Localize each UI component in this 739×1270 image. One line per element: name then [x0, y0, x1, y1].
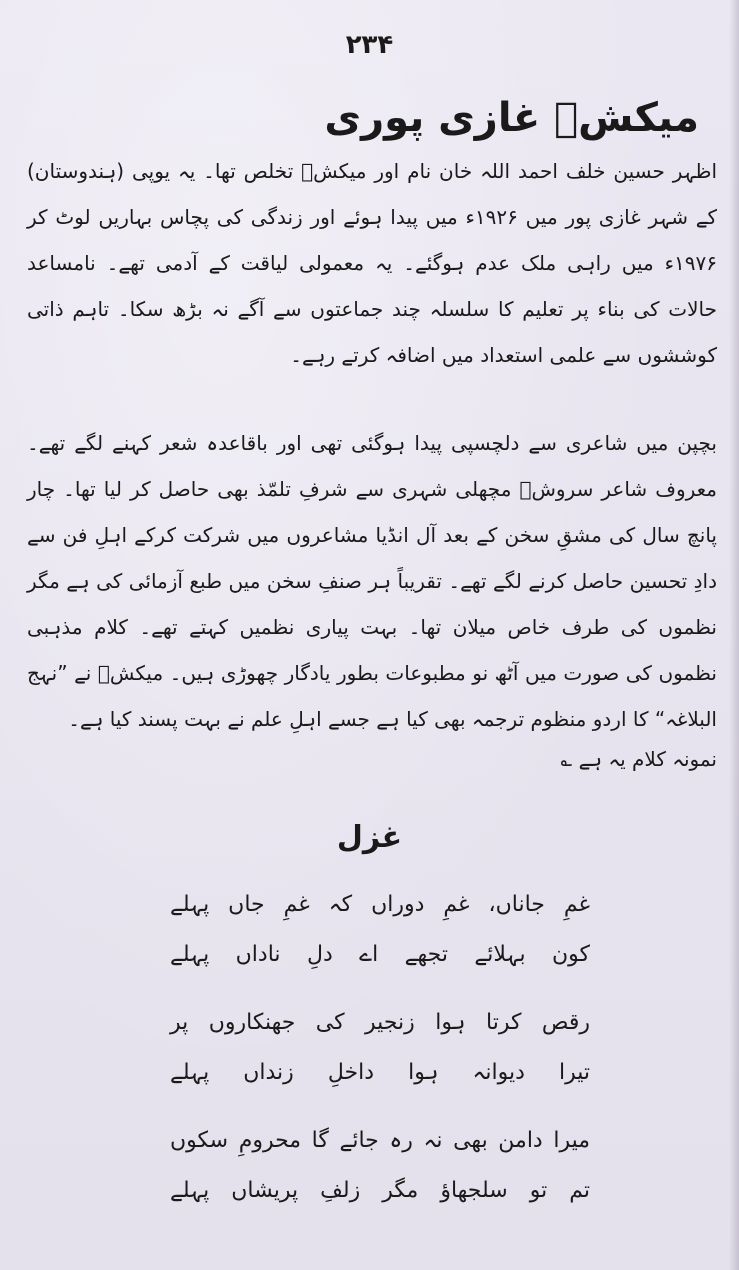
verse-line: میرا دامن بھی نہ رہ جائے گا محرومِ سکوں	[170, 1128, 590, 1153]
page-number: ۲۳۴	[345, 30, 394, 60]
ghazal-heading: غزل	[336, 820, 403, 855]
page-edge-shadow	[729, 0, 739, 1270]
sample-intro: نمونہ کلام یہ ہے ؎	[560, 747, 717, 771]
ghazal	[170, 880, 590, 1234]
couplet	[170, 1116, 590, 1216]
bio-paragraph-2: بچپن میں شاعری سے دلچسپی پیدا ہوگئی تھی اور باقاعدہ شعر کہنے لگے تھے۔ معروف شاعر سروشؔ مچھلی شہری سے شرفِ تلمّذ بھی حاصل کر لیا تھا۔ چار پانچ سال کی مشقِ سخن کے بعد آل انڈیا مشاعروں میں شرکت کرکے اہلِ فن سے دادِ تحسین حاصل کرنے لگے تھے۔ تقریباً ہر صنفِ سخن میں طبع آزمائی کی ہے مگر نظموں کی طرف خاص میلان تھا۔ بہت پیاری نظمیں کہتے تھے۔ کلام مذہبی نظموں کی صورت میں آٹھ نو مطبوعات بطور یادگار چھوڑی ہیں۔ میکشؔ نے ”نہج البلاغہ“ کا اردو منظوم ترجمہ بھی کیا ہے جسے اہلِ علم نے بہت پسند کیا ہے۔	[27, 431, 717, 731]
page-title: میکشؔ غازی پوری	[324, 95, 699, 141]
couplet	[170, 880, 590, 980]
bio-paragraph-1: اظہر حسین خلف احمد اللہ خان نام اور میکشؔ تخلص تھا۔ یہ یوپی (ہندوستان) کے شہر غازی پور میں ۱۹۲۶ء میں پیدا ہوئے اور زندگی کی پچاس بہاریں لوٹ کر ۱۹۷۶ء میں راہی ملک عدم ہوگئے۔ یہ معمولی لیاقت کے آدمی تھے۔ نامساعد حالات کی بناء پر تعلیم کا سلسلہ چند جماعتوں سے آگے نہ بڑھ سکا۔ تاہم ذاتی کوششوں سے علمی استعداد میں اضافہ کرتے رہے۔	[27, 159, 718, 367]
verse-line: رقص کرتا ہوا زنجیر کی جھنکاروں پر	[170, 1010, 590, 1035]
verse-line: تم تو سلجھاؤ مگر زلفِ پریشاں پہلے	[170, 1178, 590, 1203]
verse-line: کون بہلائے تجھے اے دلِ ناداں پہلے	[170, 942, 590, 967]
verse-line: تیرا دیوانہ ہوا داخلِ زنداں پہلے	[170, 1060, 590, 1085]
couplet	[170, 998, 590, 1098]
verse-line: غمِ جاناں، غمِ دوراں کہ غمِ جاں پہلے	[170, 892, 590, 917]
